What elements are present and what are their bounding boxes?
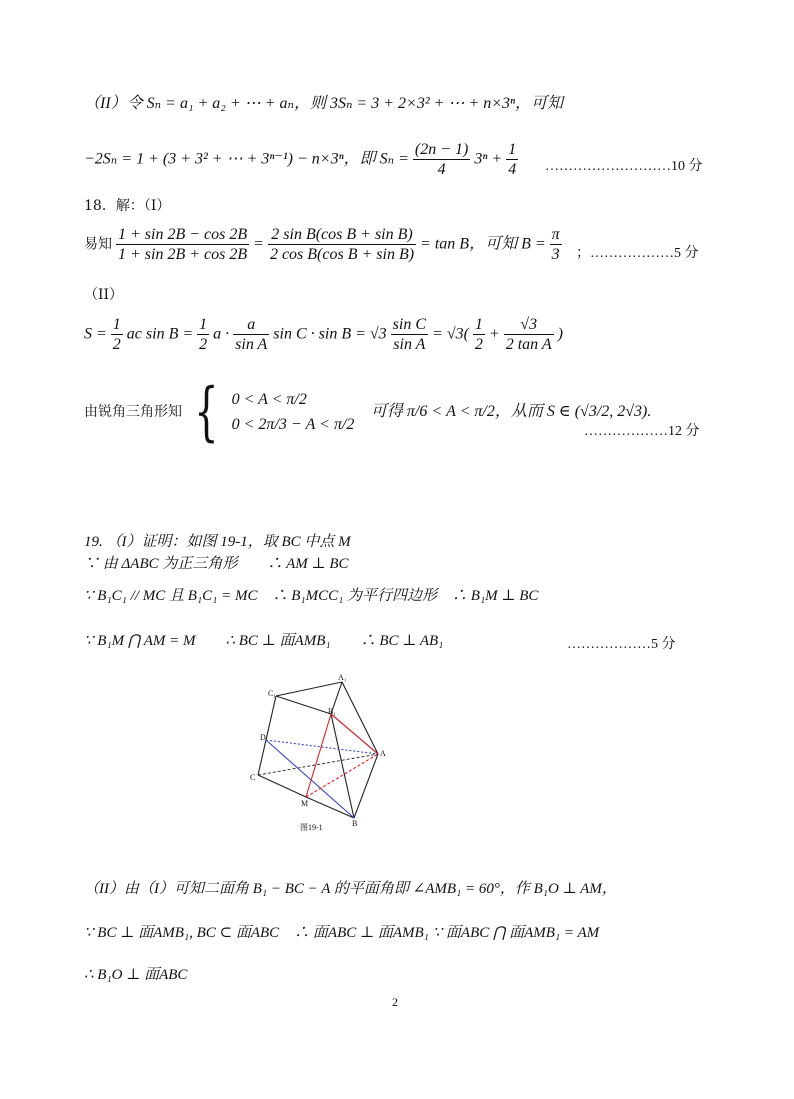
q19-line2: ∵ B₁C₁ // MC 且 B₁C₁ = MC ∴ B₁MCC₁ 为平行四边形 ∴ B₁M ⊥ BC: [84, 588, 539, 604]
label-m: M: [301, 799, 309, 808]
label-c: C: [250, 773, 256, 782]
edge-c1-b1: [276, 696, 331, 714]
q18-frac2: $\frac{\text{2 sin B(cos B + sin B)}}{\text{2 cos B(cos B + sin B)}}$: [269, 226, 415, 264]
label-d: D: [260, 733, 266, 742]
seq-part2-line2: [84, 140, 518, 179]
edge-b-m: [306, 797, 354, 818]
q19-part2-line3: ∴ B₁O ⊥ 面ABC: [84, 967, 188, 983]
acute-result: 可得 π/6 < A < π/2，从而 S ∈ (√3/2, 2√3).: [370, 403, 652, 420]
edge-a-b: [354, 754, 378, 818]
edge-b1-b: [331, 714, 354, 818]
edge-a1-a: [342, 682, 378, 754]
figure-19-1: [246, 672, 396, 837]
q19-part2-line2: ∵ BC ⊥ 面AMB₁, BC ⊂ 面ABC ∴ 面ABC ⊥ 面AMB₁ ∵ 面ABC ⋂ 面AMB₁ = AM: [84, 925, 600, 941]
q18-b-frac: $\frac{\pi}{3}$: [551, 226, 560, 264]
seq-part2-line1: （II）令 Sₙ = a₁ + a₂ + ⋯ + aₙ，则 3Sₙ = 3 + 2×3² + ⋯ + n×3ⁿ，可知: [84, 95, 564, 112]
q19-line1: ∵ 由 ΔABC 为正三角形 ∴ AM ⊥ BC: [84, 556, 349, 572]
seq-fraction-2: $\frac{1}{4}$: [508, 141, 517, 179]
seq-fraction-1: $\frac{(2n - 1)}{4}$: [414, 141, 469, 179]
score-5-q19: ………………5 分: [567, 637, 676, 652]
red-b1-m: [306, 714, 331, 797]
cases-brace: {: [194, 375, 220, 449]
score-10: ………………………10 分: [545, 159, 703, 174]
label-a1: A₁: [338, 673, 347, 682]
edge-c1-a1: [276, 682, 342, 696]
q18-frac1: $\frac{1 + \sin 2B - \cos 2B}{1 + \sin 2B + \cos 2B}$: [118, 226, 248, 264]
q18-part2-label: （II）: [84, 287, 124, 303]
q18-line1: 易知 $\frac{1 + \sin 2B - \cos 2B}{1 + \sin 2B + \cos 2B}$ = $\frac{\text{2 sin B(cos B + sin B)}}{\text{2 cos B(cos B + sin B)}}$ = tan B，可知 B = $\frac{\pi}{3}$: [84, 226, 560, 264]
q18-acute-line: [84, 375, 652, 449]
label-a: A: [380, 749, 386, 758]
edge-m-c: [258, 775, 306, 797]
seq-after-frac: 3ⁿ +: [474, 150, 503, 168]
label-c1: C₁: [268, 689, 277, 698]
blue-d-b: [266, 740, 354, 818]
label-b: B: [352, 819, 358, 828]
seq-line2-left: −2Sₙ = 1 + (3 + 3² + ⋯ + 3ⁿ⁻¹) − n×3ⁿ，即 Sₙ =: [84, 150, 409, 168]
acute-prefix: 由锐角三角形知: [84, 404, 182, 420]
cases-block: [232, 384, 355, 440]
q19-header: 19. （I）证明：如图 19-1，取 BC 中点 M: [84, 534, 351, 550]
case-1: 0 < A < π/2: [231, 390, 307, 408]
q18-header: 18．解：（I）: [84, 198, 171, 214]
q19-line3: ∵ B₁M ⋂ AM = M ∴ BC ⊥ 面AMB₁ ∴ BC ⊥ AB₁: [84, 633, 444, 649]
q18-s-line: S = $\frac{1}{2}$ ac sin B = $\frac{1}{2}$ a · $\frac{a}{\text{sin A}}$ sin C · sin B = √3 $\frac{\text{sin C}}{\text{sin A}}$ = √3( $\frac{1}{2}$ + $\frac{√3}{\text{2 tan A}}$ ): [84, 316, 563, 354]
score-12: ………………12 分: [584, 424, 700, 439]
figure-caption: 图19-1: [300, 823, 323, 832]
label-b1: B₁: [328, 707, 337, 716]
page-number: 2: [392, 995, 398, 1009]
case-2: 0 < 2π/3 − A < π/2: [231, 416, 355, 433]
score-5-q18: ；………………5 分: [576, 246, 699, 261]
q19-part2-line1: （II）由（I）可知二面角 B₁ − BC − A 的平面角即 ∠AMB₁ = 60°，作 B₁O ⊥ AM，: [84, 881, 617, 897]
